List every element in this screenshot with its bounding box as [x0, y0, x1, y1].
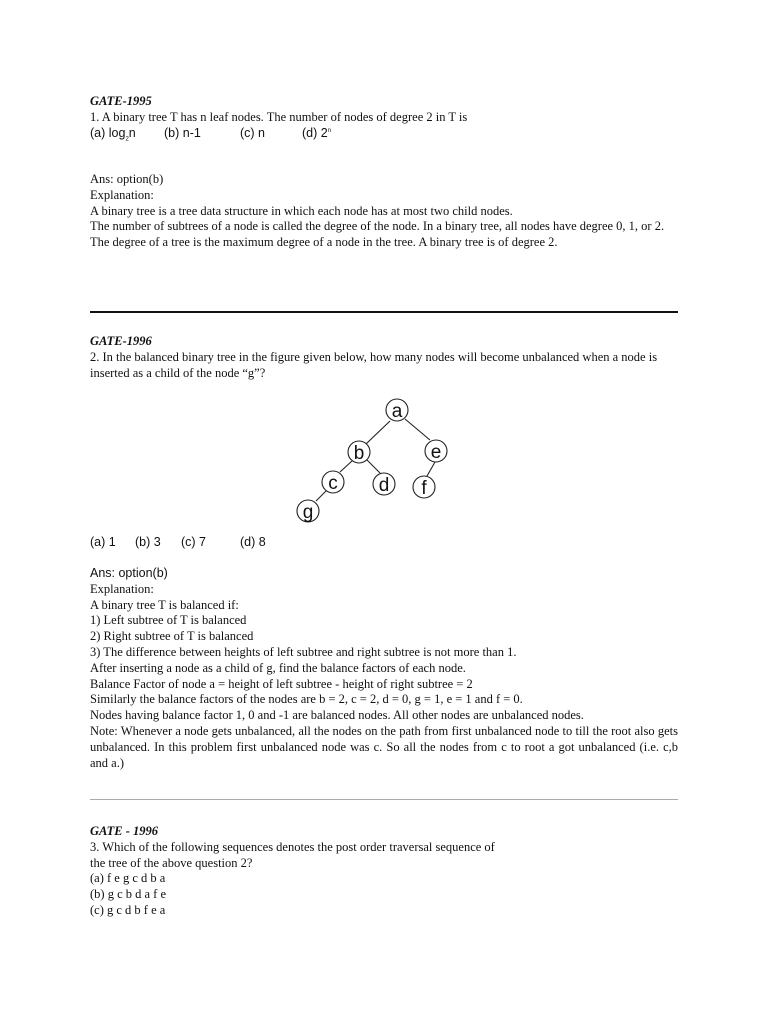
- q2-explanation-line: 3) The difference between heights of left subtree and right subtree is not more than 1.: [90, 644, 517, 659]
- q2-explanation-label: Explanation:: [90, 581, 154, 596]
- tree-node-label: e: [430, 442, 442, 463]
- q2-explanation-line: Balance Factor of node a = height of left subtree - height of right subtree = 2: [90, 676, 473, 691]
- q2-explanation-line: Similarly the balance factors of the nodes are b = 2, c = 2, d = 0, g = 1, e = 1 and f = 0.: [90, 692, 523, 707]
- q2-explanation-line: 2) Right subtree of T is balanced: [90, 629, 254, 644]
- q3-option-c: (c) g c d b f e a: [90, 902, 166, 917]
- q2-section: [90, 334, 678, 381]
- q3-section: [90, 824, 678, 919]
- q1-options: [90, 126, 678, 142]
- q1-question: 1. A binary tree T has n leaf nodes. The number of nodes of degree 2 in T is: [90, 109, 468, 124]
- q2-explanation-line: After inserting a node as a child of g, find the balance factors of each node.: [90, 660, 466, 675]
- q1-answer: Ans: option(b): [90, 172, 164, 186]
- q1-explanation-line: The number of subtrees of a node is called the degree of the node. In a binary tree, all nodes have degree 0, 1, or 2.: [90, 219, 665, 234]
- section-divider: [90, 799, 678, 800]
- q2-note: Note: Whenever a node gets unbalanced, all the nodes on the path from first unbalanced node to till the root also gets unbalanced. In this problem first unbalanced node was c. So all the nodes from c to root a got unbalanced (i.e. c,b and a.): [90, 723, 678, 770]
- binary-tree-figure: [290, 392, 460, 526]
- q3-option-a: (a) f e g c d b a: [90, 871, 166, 886]
- q1-explanation-line: The degree of a tree is the maximum degree of a node in the tree. A binary tree is of degree 2.: [90, 235, 558, 250]
- section-divider: [90, 311, 678, 313]
- tree-node-label: f: [421, 478, 427, 499]
- edge-b-c: [340, 461, 352, 472]
- q2-title: GATE-1996: [90, 334, 152, 348]
- edge-a-e: [405, 419, 430, 440]
- tree-node-label: d: [378, 475, 390, 496]
- tree-node-label: b: [353, 443, 365, 464]
- q2-option-c: (c) 7: [181, 535, 206, 549]
- q2-answer: Ans: option(b): [90, 566, 168, 580]
- q3-question-line: 3. Which of the following sequences denotes the post order traversal sequence of: [90, 839, 495, 854]
- q2-option-d: (d) 8: [240, 535, 266, 549]
- q2-answer-block: [90, 566, 678, 771]
- edge-b-d: [367, 460, 380, 473]
- edge-a-b: [366, 421, 390, 444]
- q2-explanation-line: A binary tree T is balanced if:: [90, 597, 239, 612]
- q1-option-a: (a) $\log_2n$: [90, 125, 136, 143]
- tree-node-label: a: [391, 401, 403, 422]
- q1-option-c: (c) n: [240, 125, 265, 140]
- q2-option-a: (a) 1: [90, 535, 116, 549]
- q1-option-b: (b) n-1: [164, 125, 201, 140]
- edge-c-g: [316, 491, 326, 501]
- q1-title: GATE-1995: [90, 94, 152, 108]
- q2-explanation-line: Nodes having balance factor 1, 0 and -1 are balanced nodes. All other nodes are unbalanced nodes.: [90, 708, 584, 723]
- q1-option-d: (d) 2$^n$: [302, 125, 332, 140]
- q3-question-line: the tree of the above question 2?: [90, 855, 253, 870]
- q2-explanation-line: 1) Left subtree of T is balanced: [90, 613, 247, 628]
- q2-option-b: (b) 3: [135, 535, 161, 549]
- q1-answer-block: [90, 172, 678, 251]
- q2-question: 2. In the balanced binary tree in the figure given below, how many nodes will become unbalanced when a node is inserted as a child of the node “g”?: [90, 349, 658, 380]
- tree-node-label: g: [302, 502, 314, 523]
- tree-node-label: c: [328, 473, 338, 494]
- q1-explanation-line: A binary tree is a tree data structure in which each node has at most two child nodes.: [90, 203, 513, 218]
- q3-option-b: (b) g c b d a f e: [90, 887, 167, 902]
- q1-explanation-label: Explanation:: [90, 187, 154, 202]
- q3-title: GATE - 1996: [90, 824, 159, 838]
- q1-section: [90, 94, 678, 141]
- q2-options: [90, 535, 678, 551]
- edge-e-f: [427, 462, 435, 476]
